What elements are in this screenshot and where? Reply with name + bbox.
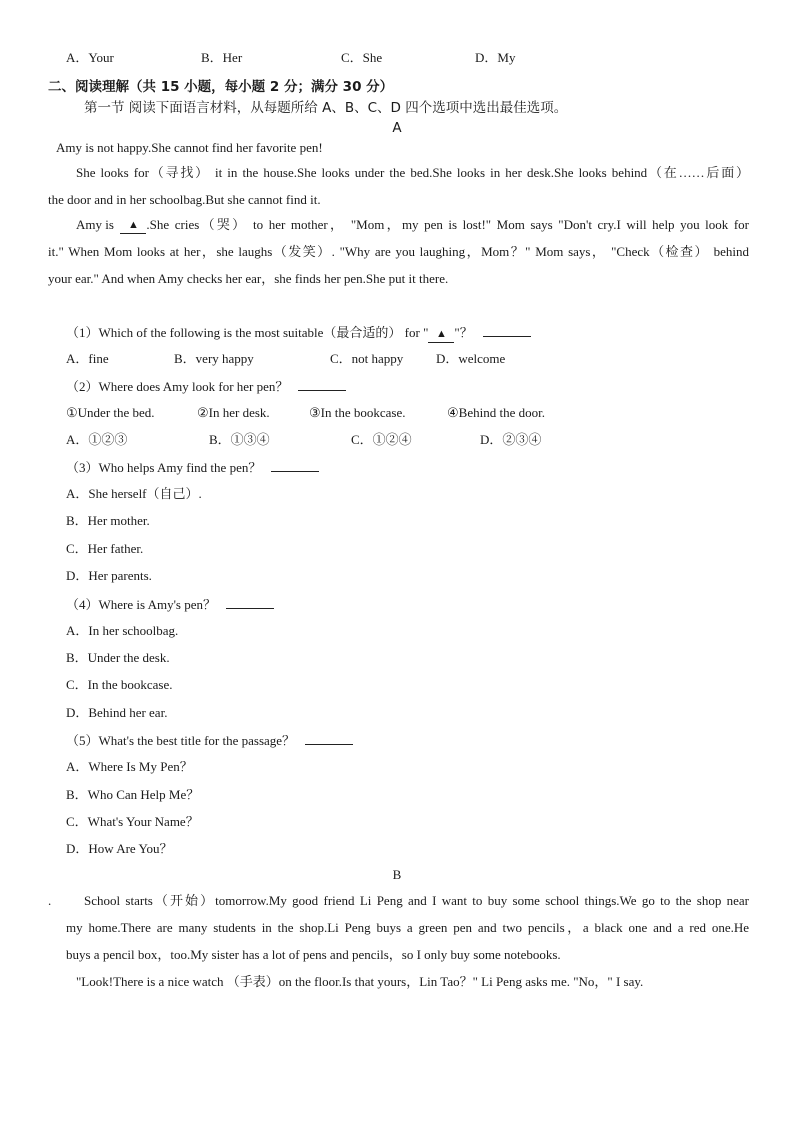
question-stem-text: （3）Who helps Amy find the pen？: [66, 460, 262, 475]
passage-b-line: my home.There are many students in the shop.Li Peng buys a green pen and two pencils，a black one and a red one.He: [66, 920, 749, 935]
q4-option-b: B．Under the desk.: [66, 650, 170, 665]
passage-b-bullet: .: [48, 893, 52, 908]
passage-a-text: .She cries（哭） to her mother， "Mom，my pen is lost!" Mom says "Don't cry.I will help you look for: [146, 217, 749, 232]
q2-option-d: D．②③④: [480, 432, 542, 447]
section-title: 二、阅读理解（共 15 小题，每小题 2 分；满分 30 分）: [48, 79, 394, 95]
passage-a-line: She looks for（寻找） it in the house.She looks under the bed.She looks in her desk.She looks behind（在……后面）: [76, 165, 749, 180]
q3-option-c: C．Her father.: [66, 541, 144, 556]
q2-option-a: A．①②③: [66, 432, 128, 447]
q2-option-c: C．①②④: [351, 432, 412, 447]
answer-blank[interactable]: [271, 459, 319, 472]
question-3-stem: [66, 459, 319, 476]
passage-a-line-with-blank: [76, 217, 749, 234]
prev-option-a: A．Your: [66, 50, 114, 65]
q3-option-b: B．Her mother.: [66, 513, 150, 528]
q1-option-d: D．welcome: [436, 351, 506, 366]
prev-option-c: C．She: [341, 50, 383, 65]
passage-a-line: it." When Mom looks at her，she laughs（发笑）. "Why are you laughing，Mom？" Mom says， "Check（检查） behind: [48, 244, 749, 259]
q2-choice-4: ④Behind the door.: [447, 405, 545, 420]
question-4-stem: [66, 596, 274, 613]
prev-option-b: B．Her: [201, 50, 243, 65]
passage-b-line: "Look!There is a nice watch （手表）on the floor.Is that yours，Lin Tao？" Li Peng asks me. "No，" I say.: [76, 974, 644, 989]
question-stem-text: （2）Where does Amy look for her pen？: [66, 379, 289, 394]
q5-option-b: B．Who Can Help Me？: [66, 787, 200, 802]
triangle-blank: ▲: [428, 326, 454, 343]
answer-blank[interactable]: [298, 378, 346, 391]
question-stem-text: （1）Which of the following is the most suitable（最合适的） for ": [66, 325, 429, 340]
q4-option-a: A．In her schoolbag.: [66, 623, 179, 638]
q1-option-c: C．not happy: [330, 351, 404, 366]
passage-a-heading: A: [392, 120, 402, 136]
question-stem-tail: "？: [454, 325, 473, 340]
question-stem-text: （4）Where is Amy's pen？: [66, 597, 217, 612]
prev-option-d: D．My: [475, 50, 516, 65]
q1-option-a: A．fine: [66, 351, 109, 366]
q1-option-b: B．very happy: [174, 351, 254, 366]
passage-b-line: buys a pencil box，too.My sister has a lot of pens and pencils，so I only buy some notebooks.: [66, 947, 561, 962]
passage-a-line: your ear." And when Amy checks her ear，she finds her pen.She put it there.: [48, 271, 449, 286]
passage-a-line: Amy is not happy.She cannot find her favorite pen!: [56, 140, 323, 155]
question-stem-text: （5）What's the best title for the passage？: [66, 733, 296, 748]
q2-choice-3: ③In the bookcase.: [309, 405, 406, 420]
q5-option-d: D．How Are You？: [66, 841, 173, 856]
section-instruction: 第一节 阅读下面语言材料，从每题所给 A、B、C、D 四个选项中选出最佳选项。: [84, 100, 568, 116]
q2-choice-1: ①Under the bed.: [66, 405, 155, 420]
q3-option-a: A．She herself（自己）.: [66, 486, 202, 501]
answer-blank[interactable]: [483, 324, 531, 337]
passage-b-heading: B: [392, 867, 402, 882]
question-5-stem: [66, 732, 353, 749]
q4-option-d: D．Behind her ear.: [66, 705, 168, 720]
triangle-blank: ▲: [120, 217, 146, 234]
passage-b-line: School starts（开始）tomorrow.My good friend Li Peng and I want to buy some school things.We go to the shop near: [84, 893, 749, 908]
passage-a-text: Amy is: [76, 217, 121, 232]
q2-option-b: B．①③④: [209, 432, 270, 447]
question-1-stem: [66, 324, 531, 343]
q4-option-c: C．In the bookcase.: [66, 677, 173, 692]
answer-blank[interactable]: [226, 596, 274, 609]
question-2-stem: [66, 378, 346, 395]
answer-blank[interactable]: [305, 732, 353, 745]
q3-option-d: D．Her parents.: [66, 568, 152, 583]
q2-choice-2: ②In her desk.: [197, 405, 270, 420]
passage-a-line: the door and in her schoolbag.But she cannot find it.: [48, 192, 321, 207]
q5-option-a: A．Where Is My Pen？: [66, 759, 193, 774]
q5-option-c: C．What's Your Name？: [66, 814, 199, 829]
